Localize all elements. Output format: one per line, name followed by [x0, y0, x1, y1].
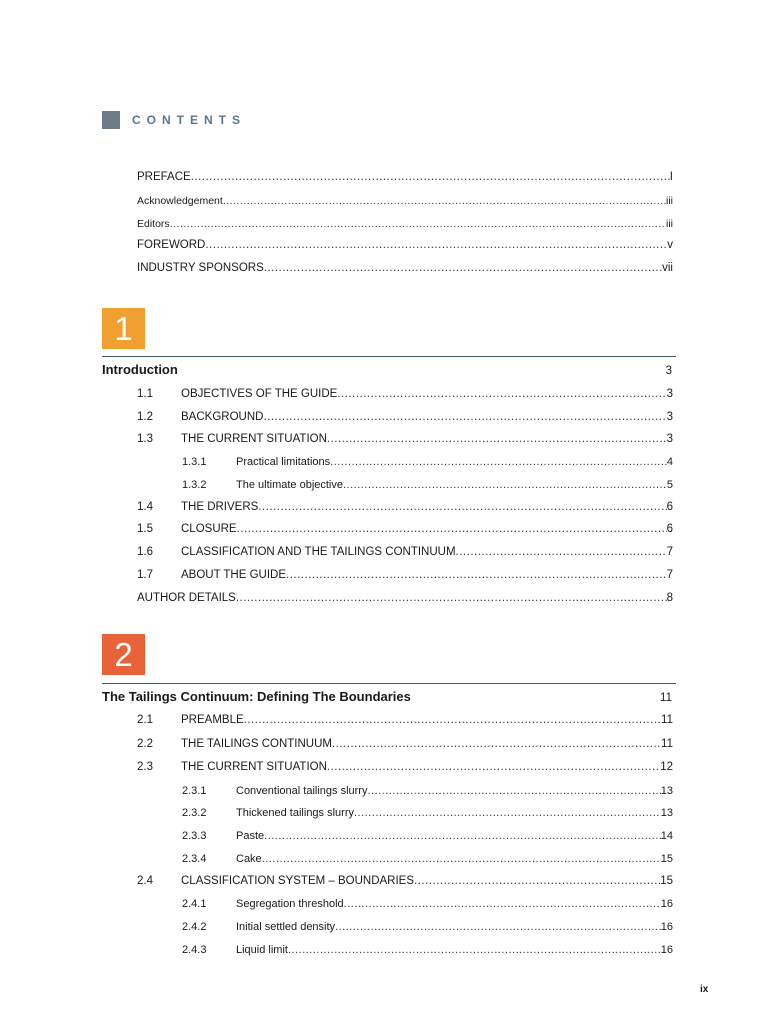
section-label: THE CURRENT SITUATION — [181, 761, 327, 773]
leader-dots — [354, 807, 661, 819]
contents-title: CONTENTS — [132, 113, 246, 127]
leader-dots — [330, 456, 667, 468]
leader-dots — [258, 501, 666, 513]
leader-dots — [288, 944, 661, 956]
subsection-page: 5 — [666, 479, 673, 491]
toc-subsection-2-3-3[interactable] — [182, 830, 673, 842]
subsection-label: Liquid limit — [236, 944, 288, 956]
toc-section-1-1[interactable] — [137, 388, 673, 400]
subsection-label: Paste — [236, 830, 265, 842]
leader-dots — [344, 898, 661, 910]
toc-entry-foreword[interactable] — [137, 239, 673, 251]
chapter-2-rule — [102, 683, 676, 684]
section-number: 1.3 — [137, 433, 153, 445]
toc-section-1-7[interactable] — [137, 569, 673, 581]
section-page: 6 — [666, 501, 673, 513]
section-number: 1.2 — [137, 411, 153, 423]
subsection-label: Segregation threshold — [236, 898, 344, 910]
subsection-label: Conventional tailings slurry — [236, 785, 368, 797]
section-number: 2.2 — [137, 738, 153, 750]
toc-subsection-2-4-3[interactable] — [182, 944, 673, 956]
leader-dots — [191, 171, 670, 183]
leader-dots — [327, 433, 667, 445]
subsection-page: 16 — [660, 944, 673, 956]
section-label: CLASSIFICATION SYSTEM – BOUNDARIES — [181, 875, 415, 887]
chapter-page: 3 — [665, 365, 672, 377]
toc-subsection-1-3-1[interactable] — [182, 456, 673, 468]
chapter-2-number-box: 2 — [102, 634, 145, 675]
toc-entry-page: iii — [666, 218, 673, 230]
section-number: 2.1 — [137, 714, 153, 726]
toc-entry-label: PREFACE — [137, 171, 191, 183]
leader-dots — [343, 479, 667, 491]
leader-dots — [236, 592, 667, 604]
section-page: 3 — [666, 411, 673, 423]
section-page: 6 — [666, 523, 673, 535]
section-number: 1.6 — [137, 546, 153, 558]
toc-entry-page: vii — [662, 262, 673, 274]
toc-section-2-2[interactable] — [137, 738, 673, 750]
subsection-label: Cake — [236, 853, 262, 865]
contents-marker-square — [102, 111, 120, 129]
toc-entry-label: Editors — [137, 218, 170, 230]
leader-dots — [337, 388, 666, 400]
subsection-number: 2.4.2 — [182, 921, 207, 933]
toc-entry-label: INDUSTRY SPONSORS — [137, 262, 264, 274]
leader-dots — [262, 853, 661, 865]
section-page: 11 — [661, 714, 673, 726]
toc-subsection-2-3-4[interactable] — [182, 853, 673, 865]
section-label: CLOSURE — [181, 523, 237, 535]
toc-section-1-3[interactable] — [137, 433, 673, 445]
subsection-page: 14 — [660, 830, 673, 842]
toc-subsection-2-4-1[interactable] — [182, 898, 673, 910]
section-page: 3 — [666, 433, 673, 445]
toc-section-1-4[interactable] — [137, 501, 673, 513]
subsection-number: 2.3.1 — [182, 785, 207, 797]
leader-dots — [456, 546, 667, 558]
toc-entry-page: v — [667, 239, 673, 251]
toc-entry-label: FOREWORD — [137, 239, 206, 251]
section-page: 7 — [666, 569, 673, 581]
section-number: 1.4 — [137, 501, 153, 513]
section-page: 15 — [660, 875, 673, 887]
subsection-label: Thickened tailings slurry — [236, 807, 354, 819]
subsection-page: 16 — [660, 921, 673, 933]
section-page: 12 — [660, 761, 673, 773]
section-label: OBJECTIVES OF THE GUIDE — [181, 388, 338, 400]
section-number: 2.3 — [137, 761, 153, 773]
toc-section-2-3[interactable] — [137, 761, 673, 773]
subsection-number: 1.3.1 — [182, 456, 207, 468]
toc-section-1-5[interactable] — [137, 523, 673, 535]
subsection-page: 13 — [660, 807, 673, 819]
subsection-number: 2.3.4 — [182, 853, 207, 865]
section-page: 7 — [666, 546, 673, 558]
contents-heading — [102, 111, 246, 129]
toc-section-1-6[interactable] — [137, 546, 673, 558]
section-label: PREAMBLE — [181, 714, 244, 726]
leader-dots — [244, 714, 661, 726]
leader-dots — [335, 921, 661, 933]
leader-dots — [170, 218, 666, 230]
subsection-page: 13 — [660, 785, 673, 797]
section-number: 2.4 — [137, 875, 153, 887]
section-label: THE CURRENT SITUATION — [181, 433, 327, 445]
section-label: THE TAILINGS CONTINUUM — [181, 738, 332, 750]
leader-dots — [264, 830, 661, 842]
leader-dots — [327, 761, 660, 773]
subsection-number: 2.3.2 — [182, 807, 207, 819]
section-page: 3 — [666, 388, 673, 400]
chapter-title: The Tailings Continuum: Defining The Boundaries — [102, 689, 411, 704]
subsection-number: 2.4.1 — [182, 898, 207, 910]
section-number: 1.5 — [137, 523, 153, 535]
section-label: ABOUT THE GUIDE — [181, 569, 287, 581]
section-label: CLASSIFICATION AND THE TAILINGS CONTINUUM — [181, 546, 456, 558]
page-folio: ix — [700, 984, 709, 995]
leader-dots — [286, 569, 667, 581]
chapter-page: 11 — [660, 692, 672, 704]
chapter-1-rule — [102, 356, 676, 357]
leader-dots — [367, 785, 660, 797]
chapter-title: Introduction — [102, 362, 178, 377]
subsection-page: 15 — [660, 853, 673, 865]
subsection-label: Initial settled density — [236, 921, 336, 933]
subsection-label: The ultimate objective — [236, 479, 343, 491]
toc-section-2-4[interactable] — [137, 875, 673, 887]
subsection-label: Practical limitations — [236, 456, 331, 468]
leader-dots — [223, 195, 666, 207]
toc-subsection-1-3-2[interactable] — [182, 479, 673, 491]
toc-entry-acknowledgement[interactable] — [137, 195, 673, 207]
toc-entry-industry-sponsors[interactable] — [137, 262, 673, 274]
section-number: 1.7 — [137, 569, 153, 581]
section-page: 11 — [661, 738, 673, 750]
toc-subsection-2-3-2[interactable] — [182, 807, 673, 819]
toc-entry-editors[interactable] — [137, 218, 673, 230]
toc-author-details[interactable] — [137, 592, 673, 604]
toc-entry-label: Acknowledgement — [137, 195, 223, 207]
leader-dots — [205, 239, 667, 251]
subsection-number: 2.4.3 — [182, 944, 207, 956]
toc-subsection-2-3-1[interactable] — [182, 785, 673, 797]
subsection-page: 4 — [666, 456, 673, 468]
toc-entry-page: iii — [666, 195, 673, 207]
author-page: 8 — [666, 592, 673, 604]
section-label: BACKGROUND — [181, 411, 264, 423]
chapter-1-number-box: 1 — [102, 308, 145, 349]
leader-dots — [414, 875, 660, 887]
toc-section-1-2[interactable] — [137, 411, 673, 423]
section-label: THE DRIVERS — [181, 501, 259, 513]
subsection-number: 2.3.3 — [182, 830, 207, 842]
subsection-number: 1.3.2 — [182, 479, 207, 491]
toc-entry-page: I — [669, 171, 673, 183]
section-number: 1.1 — [137, 388, 153, 400]
author-label: AUTHOR DETAILS — [137, 592, 236, 604]
leader-dots — [263, 411, 666, 423]
subsection-page: 16 — [660, 898, 673, 910]
leader-dots — [332, 738, 661, 750]
toc-subsection-2-4-2[interactable] — [182, 921, 673, 933]
chapter-2-title-row[interactable] — [102, 689, 672, 704]
toc-entry-preface[interactable] — [137, 171, 673, 183]
leader-dots — [237, 523, 667, 535]
toc-section-2-1[interactable] — [137, 714, 673, 726]
leader-dots — [264, 262, 662, 274]
chapter-1-title-row[interactable] — [102, 362, 672, 377]
